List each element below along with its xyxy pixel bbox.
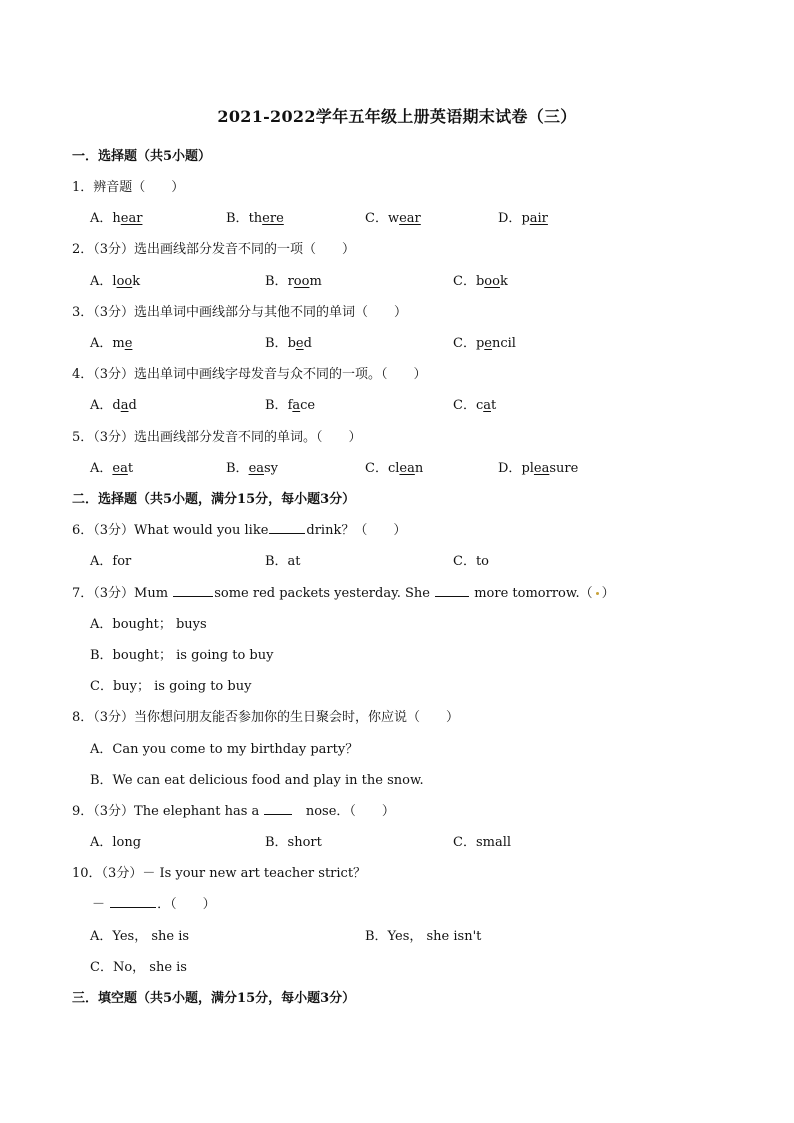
question-8-option-a: A．Can you come to my birthday party？ [90,742,359,757]
question-1-stem: 1．辨音题（ ） [72,180,185,195]
answer-blank[interactable] [110,895,156,908]
section-1-heading: 一．选择题（共5小题） [72,149,212,164]
question-9-option-b: B．short [265,835,322,850]
question-6-stem: 6．（3分）What would you like drink？（ ） [72,523,407,538]
question-7-option-a: A．bought； buys [90,617,207,632]
question-7-stem: 7．（3分）Mum some red packets yesterday. She more tomorrow.（ ） [72,586,615,601]
question-9-option-a: A．long [90,835,142,850]
answer-blank[interactable] [269,521,305,534]
question-2-option-a: A．look [90,274,141,289]
question-8-option-b: B．We can eat delicious food and play in the snow. [90,773,424,788]
section-3-heading: 三．填空题（共5小题，满分15分，每小题3分） [72,991,356,1006]
exam-title: 2021-2022学年五年级上册英语期末试卷（三） [217,107,577,126]
question-1-option-c: C．wear [365,211,421,226]
dot-mark [596,592,599,595]
question-8-stem: 8．（3分）当你想问朋友能否参加你的生日聚会时，你应说（ ） [72,710,460,725]
question-1-option-d: D．pair [498,211,548,226]
question-10-stem: 10．（3分）－ Is your new art teacher strict？ [72,866,367,881]
question-3-option-a: A．me [90,336,133,351]
question-5-stem: 5．（3分）选出画线部分发音不同的单词。（ ） [72,430,362,445]
question-9-stem: 9．（3分）The elephant has a nose．（ ） [72,804,395,819]
question-5-option-a: A．eat [90,461,134,476]
question-2-option-b: B．room [265,274,322,289]
question-6-option-b: B．at [265,554,301,569]
section-2-heading: 二．选择题（共5小题，满分15分，每小题3分） [72,492,356,507]
question-10-option-a: A．Yes， she is [90,929,190,944]
question-5-option-b: B．easy [226,461,279,476]
question-5-option-d: D．pleasure [498,461,579,476]
question-1-option-a: A．hear [90,211,143,226]
question-1-option-b: B．there [226,211,284,226]
question-6-option-c: C．to [453,554,489,569]
answer-blank[interactable] [435,584,469,597]
question-5-option-c: C．clean [365,461,424,476]
question-6-option-a: A．for [90,554,132,569]
question-4-option-a: A．dad [90,398,137,413]
question-10-response-line: － ．（ ） [92,897,216,912]
question-3-stem: 3．（3分）选出单词中画线部分与其他不同的单词（ ） [72,305,408,320]
answer-blank[interactable] [264,802,292,815]
question-4-stem: 4．（3分）选出单词中画线字母发音与众不同的一项。（ ） [72,367,427,382]
question-4-option-c: C．cat [453,398,497,413]
question-7-option-c: C．buy； is going to buy [90,679,252,694]
answer-blank[interactable] [173,584,213,597]
question-2-stem: 2．（3分）选出画线部分发音不同的一项（ ） [72,242,356,257]
question-2-option-c: C．book [453,274,508,289]
question-7-option-b: B．bought； is going to buy [90,648,274,663]
question-3-option-c: C．pencil [453,336,516,351]
question-4-option-b: B．face [265,398,316,413]
question-10-option-c: C．No， she is [90,960,187,975]
question-10-option-b: B．Yes， she isn't [365,929,482,944]
question-9-option-c: C．small [453,835,512,850]
question-3-option-b: B．bed [265,336,312,351]
